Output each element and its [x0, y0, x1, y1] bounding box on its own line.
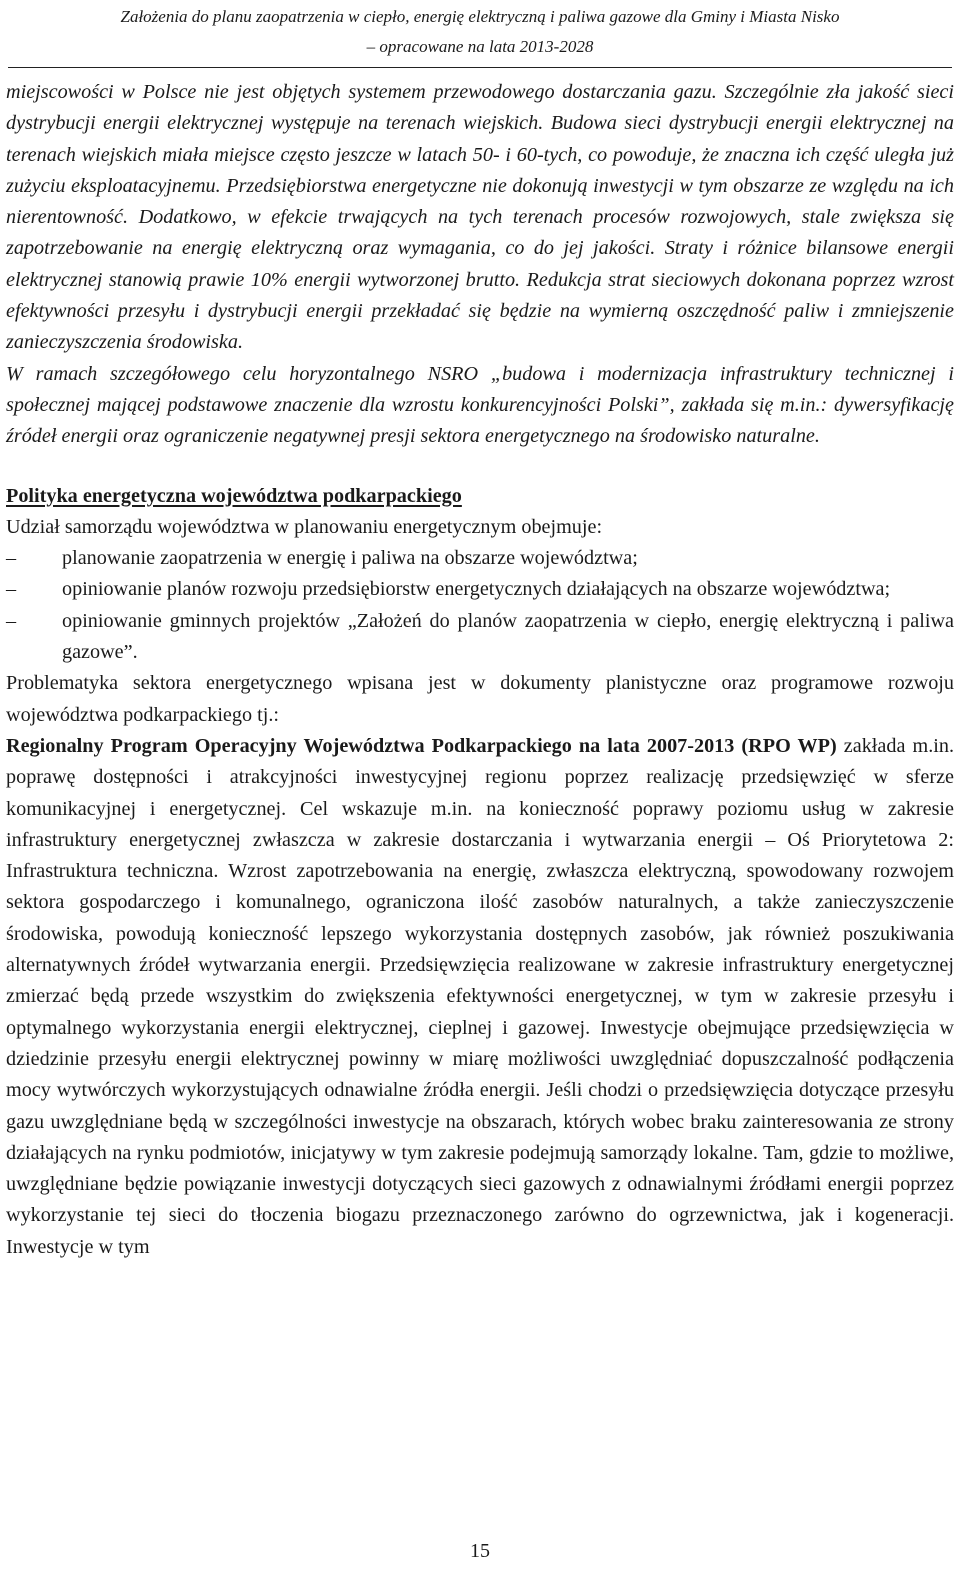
section-lead: Udział samorządu województwa w planowaniu energetycznym obejmuje: — [6, 515, 603, 538]
list-item — [6, 543, 954, 574]
rpo-program-name: Regionalny Program Operacyjny Województwa Podkarpackiego na lata 2007-2013 (RPO WP) — [6, 734, 837, 757]
dash-bullet-icon: – — [6, 578, 17, 601]
page-number: 15 — [470, 1540, 490, 1562]
rpo-description: zakłada m.in. poprawę dostępności i atrakcyjności inwestycyjnej regionu poprzez realizację przedsięwzięć w sferze komunikacyjnej i energetycznej. Cel wskazuje m.in. na konieczność poprawy poziomu usług w zakresie infrastruktury energetycznej zwłaszcza w zakresie dostarczania i wytwarzania energii – Oś Priorytetowa 2: Infrastruktura techniczna. Wzrost zapotrzebowania na energię, zwłaszcza elektryczną, spowodowany rozwojem sektora gospodarczego i komunalnego, ograniczona ilość zasobów naturalnych, a także zanieczyszczenie środowiska, powodują konieczność lepszego wykorzystania dostępnych zasobów, jak również poszukiwania alternatywnych źródeł wytwarzania energii. Przedsięwzięcia realizowane w zakresie infrastruktury energetycznej zmierzać będą przede wszystkim do zwiększenia efektywności energetycznej, w tym w zakresie przesyłu i optymalnego wykorzystania energii elektrycznej, cieplnej i gazowej. Inwestycje obejmujące przedsięwzięcia w dziedzinie przesyłu energii elektrycznej powinny w miarę możliwości uwzględniać dopuszczalność podłączenia mocy wytwórczych wykorzystujących odnawialne źródła energii. Jeśli chodzi o przedsięwzięcia dotyczące przesyłu gazu uwzględniane będą w szczególności inwestycje na obszarach, których wobec braku zainteresowania ze strony działających na rynku podmiotów, inicjatywy w tym zakresie podejmują samorządy lokalne. Tam, gdzie to możliwe, uwzględniane będzie powiązanie inwestycji dotyczących sieci gazowych z odnawialnymi źródłami energii poprzez wykorzystanie tej sieci do tłoczenia biogazu przeznaczonego zarówno do ogrzewnictwa, jak i kogeneracji. Inwestycje w tym — [6, 734, 954, 1258]
list-item-text: planowanie zaopatrzenia w energię i paliwa na obszarze województwa; — [62, 547, 638, 570]
rpo-paragraph — [6, 731, 954, 1263]
dash-bullet-icon: – — [6, 609, 17, 632]
list-item-text: opiniowanie planów rozwoju przedsiębiorstw energetycznych działających na obszarze województwa; — [62, 578, 891, 601]
main-content — [6, 77, 954, 1263]
intro-paragraph-2: W ramach szczegółowego celu horyzontalnego NSRO „budowa i modernizacja infrastruktury technicznej i społecznej mającej podstawowe znaczenie dla wzrostu konkurencyjności Polski”, zakłada się m.in.: dywersyfikację źródeł energii oraz ograniczenie negatywnej presji sektora energetycznego na środowisko naturalne. — [6, 362, 954, 448]
header-subtitle: – opracowane na lata 2013-2028 — [366, 37, 594, 56]
header-title: Założenia do planu zaopatrzenia w ciepło, energię elektryczną i paliwa gazowe dla Gminy i Miasta Nisko — [120, 7, 840, 26]
header-divider — [8, 67, 952, 68]
responsibility-list — [6, 543, 954, 668]
list-item — [6, 574, 954, 605]
planning-documents-paragraph: Problematyka sektora energetycznego wpisana jest w dokumenty planistyczne oraz programowe rozwoju województwa podkarpackiego tj.: — [6, 672, 954, 726]
list-item — [6, 606, 954, 669]
section-heading: Polityka energetyczna województwa podkarpackiego — [6, 484, 462, 507]
dash-bullet-icon: – — [6, 547, 17, 570]
list-item-text: opiniowanie gminnych projektów „Założeń do planów zaopatrzenia w ciepło, energię elektryczną i paliwa gazowe”. — [62, 609, 954, 664]
running-header — [0, 0, 960, 62]
section-spacer — [6, 453, 954, 481]
intro-paragraph-1: miejscowości w Polsce nie jest objętych systemem przewodowego dostarczania gazu. Szczególnie zła jakość sieci dystrybucji energii elektrycznej występuje na terenach wiejskich. Budowa sieci dystrybucji energii elektrycznej na terenach wiejskich miała miejsce często jeszcze w latach 50- i 60-tych, co powoduje, że znaczna ich część uległa już zużyciu eksploatacyjnemu. Przedsiębiorstwa energetyczne nie dokonują inwestycji w tym obszarze ze względu na ich nierentowność. Dodatkowo, w efekcie trwających na tych terenach procesów rozwojowych, stale zwiększa się zapotrzebowanie na energię elektryczną oraz wymagania, co do jej jakości. Straty i różnice bilansowe energii elektrycznej stanowią prawie 10% energii wytworzonej brutto. Redukcja strat sieciowych dokonana poprzez wzrost efektywności przesyłu i dystrybucji energii przekładać się będzie na wymierną oszczędność paliw i zmniejszenie zanieczyszczenia środowiska. — [6, 81, 954, 354]
